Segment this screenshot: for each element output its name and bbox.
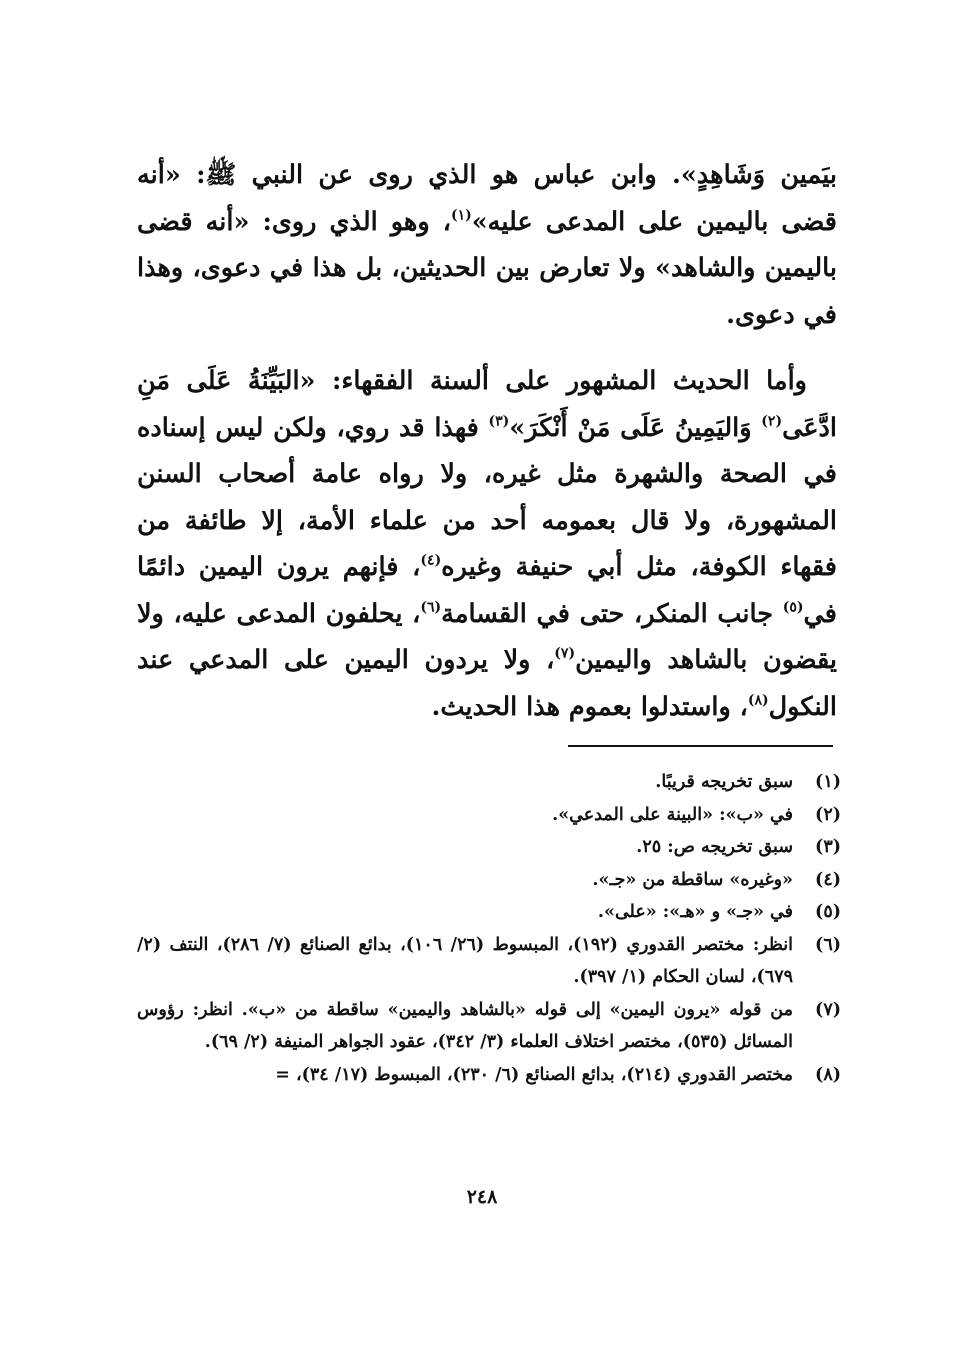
footnotes	[137, 766, 841, 1091]
footnote-text: مختصر القدوري (٢١٤)، بدائع الصنائع (٦/ ٢٣٠)، المبسوط (١٧/ ٣٤)، =	[275, 1064, 793, 1085]
footnote-ref-4: (٤)	[420, 552, 442, 569]
footnote-number: (٤)	[815, 869, 841, 890]
paragraph-2-segment-8: ، واستدلوا بعموم هذا الحديث.	[431, 691, 748, 722]
paragraph-1	[137, 152, 837, 338]
paragraph-1-segment-1: بيَمين وَشَاهِدٍ». وابن عباس هو الذي روى عن النبي ﷺ: «أنه قضى باليمين على المدعى عليه»	[137, 160, 837, 237]
footnote-6	[137, 929, 841, 994]
footnote-text: «وغيره» ساقطة من «جـ».	[592, 869, 793, 890]
paragraph-2	[137, 358, 837, 730]
paragraph-2-segment-7: ، ولا يردون اليمين على المدعي عند النكول	[137, 645, 837, 722]
footnote-ref-7: (٧)	[554, 645, 576, 662]
footnote-4	[137, 864, 841, 897]
paragraph-2-segment-4: ، فإنهم يرون اليمين دائمًا في	[137, 552, 837, 629]
footnote-text: سبق تخريجه ص: ٢٥.	[636, 837, 793, 857]
paragraph-1-segment-2: ، وهو الذي روى: «أنه قضى باليمين والشاهد» ولا تعارض بين الحديثين، بل هذا في دعوى، وهذا في دعوى.	[137, 206, 837, 330]
footnote-number: (٨)	[815, 1064, 841, 1085]
paragraph-2-segment-3: فهذا قد روي، ولكن ليس إسناده في الصحة والشهرة مثل غيره، ولا رواه عامة أصحاب السنن المشهورة، ولا قال بعمومه أحد من علماء الأمة، إلا طائفة من فقهاء الكوفة، مثل أبي حنيفة وغيره	[137, 412, 837, 582]
paragraph-2-segment-5: جانب المنكر، حتى في القسامة	[441, 598, 783, 629]
footnote-separator	[568, 745, 833, 747]
footnote-text: انظر: مختصر القدوري (١٩٢)، المبسوط (٢٦/ ١٠٦)، بدائع الصنائع (٧/ ٢٨٦)، النتف (٢/ ٦٧٩)، لسان الحكام (١/ ٣٩٧).	[137, 934, 794, 987]
footnote-text: في «ب»: «البينة على المدعي».	[552, 804, 793, 825]
paragraph-2-segment-2: وَاليَمِينُ عَلَى مَنْ أَنْكَرَ»	[509, 412, 762, 443]
footnote-ref-8: (٨)	[747, 692, 769, 708]
main-text	[137, 152, 837, 730]
footnote-number: (٦)	[815, 934, 841, 955]
footnote-3	[137, 831, 841, 864]
footnote-ref-1: (١)	[450, 207, 472, 223]
footnote-ref-6: (٦)	[420, 599, 442, 615]
footnote-number: (١)	[815, 772, 841, 792]
footnote-number: (٢)	[815, 804, 841, 825]
footnote-5	[137, 896, 841, 929]
footnote-text: من قوله «يرون اليمين» إلى قوله «بالشاهد واليمين» ساقطة من «ب». انظر: رؤوس المسائل (٥٣٥)، مختصر اختلاف العلماء (٣/ ٣٤٢)، عقود الجواهر المنيفة (٢/ ٦٩).	[137, 999, 793, 1052]
paragraph-2-segment-6: ، يحلفون المدعى عليه، ولا يقضون بالشاهد واليمين	[137, 598, 837, 675]
footnote-text: سبق تخريجه قريبًا.	[655, 772, 793, 792]
footnote-text: في «جـ» و «هـ»: «على».	[597, 902, 793, 922]
footnote-number: (٧)	[815, 999, 841, 1020]
footnote-ref-2: (٢)	[761, 413, 783, 429]
footnote-2	[137, 799, 841, 832]
footnote-ref-5: (٥)	[782, 599, 804, 615]
footnote-ref-3: (٣)	[488, 413, 510, 429]
footnote-number: (٥)	[815, 902, 841, 922]
footnote-1	[137, 766, 841, 799]
footnote-7	[137, 994, 841, 1059]
footnote-number: (٣)	[815, 837, 841, 857]
paragraph-2-segment-1: وأما الحديث المشهور على ألسنة الفقهاء: «البَيِّنَةُ عَلَى مَنِ ادَّعَى	[137, 366, 837, 443]
page-number: ٢٤٨	[466, 1186, 498, 1208]
footnote-8	[137, 1059, 841, 1092]
